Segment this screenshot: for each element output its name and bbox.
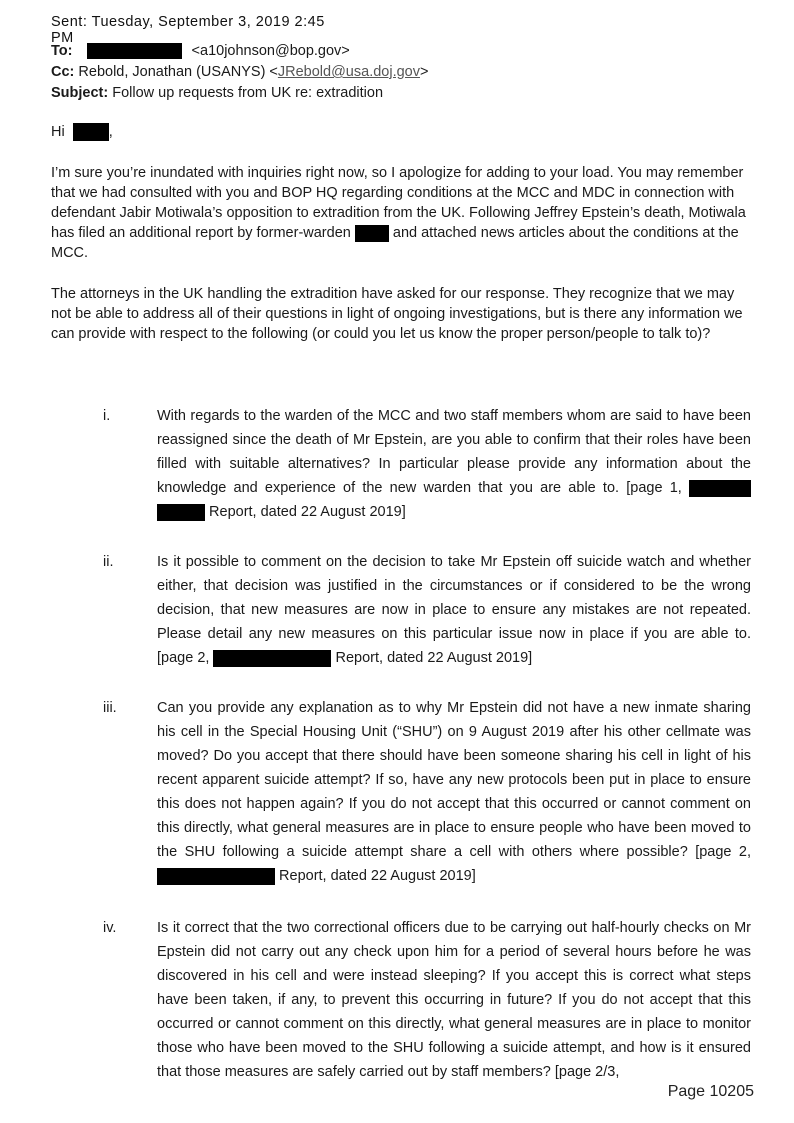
paragraph-1-text-a: I’m sure you’re inundated with inquiries right now, so I apologize for adding to your load. You may remember that we had consulted with you and BOP HQ regarding conditions at the MCC and MDC in connection with defendant Jabir Motiwala’s opposition to extradition from the UK. Following Jeffrey Epstein’s death, Motiwala has filed an additional report by former-warden [51,165,746,241]
item-ref: Report, dated 22 August 2019 [209,504,402,520]
list-item [157,916,751,1084]
cc-address-link[interactable]: JRebold@usa.doj.gov [277,64,420,80]
redaction-box [355,225,389,242]
subject-label: Subject: [51,85,109,101]
item-text: Can you provide any explanation as to why Mr Epstein did not have a new inmate sharing his cell in the Special Housing Unit (“SHU”) on 9 August 2019 after his other cellmate was moved? Do you accept that there should have been someone sharing his cell in light of his recent apparent suicide attempt? If so, have any new protocols been put in place to ensure this does not happen again? If you do not accept that this occurred or cannot comment on this directly, what general measures are in place to ensure people who have been moved to the SHU following a suicide attempt share a cell with others where possible? [page 2, [157,700,751,860]
to-address[interactable]: <a10johnson@bop.gov> [191,43,350,59]
redaction-box [87,43,182,59]
item-ref: Report, dated 22 August 2019 [335,650,529,666]
item-number: iv. [103,920,117,936]
list-item [157,696,751,888]
greeting [51,122,113,142]
to-line [51,41,350,61]
paragraph-1 [51,163,751,263]
list-item [157,404,751,524]
item-close: ] [401,504,406,520]
greeting-text: Hi [51,124,65,140]
redaction-box [73,123,109,141]
cc-label: Cc: [51,64,75,80]
redaction-box [213,650,331,667]
paragraph-2 [51,284,751,344]
item-number: i. [103,408,111,424]
greeting-comma: , [108,124,113,140]
to-label: To: [51,43,73,59]
subject-text: Follow up requests from UK re: extradition [112,85,384,101]
item-close: ] [528,650,533,666]
list-item [157,550,751,670]
item-ref: Report, dated 22 August 2019 [279,868,472,884]
item-text: Is it correct that the two correctional officers due to be carrying out half-hourly checks on Mr Epstein did not carry out any check upon him for a period of several hours before he was discovered in his cell and were instead sleeping? If you accept this is correct what steps have been taken, if any, to prevent this occurring in future? If you do not accept that this occurred or cannot comment on this directly, what general measures are in place to monitor those who have been moved to the SHU following a suicide attempt, and how is it ensured that those measures are safely carried out by staff members? [page 2/3, [157,920,751,1080]
sent-line-text: Sent: Tuesday, September 3, 2019 2:45 PM [51,14,325,46]
sent-line-cropped [51,14,341,46]
item-text: Is it possible to comment on the decision to take Mr Epstein off suicide watch and whether either, that decision was justified in the circumstances or if considered to be the wrong decision, that new measures are now in place to ensure any mistakes are not repeated. Please detail any new measures on this particular issue now in place if you are able to. [page 2, [157,554,751,666]
paragraph-1-text-b: and attached news articles about the conditions at the MCC. [51,225,739,261]
subject-line [51,83,383,103]
item-number: iii. [103,700,117,716]
cc-line [51,62,428,82]
cc-close: > [419,64,429,80]
page-number: Page 10205 [667,1083,754,1100]
redaction-box [689,480,751,497]
paragraph-2-text: The attorneys in the UK handling the extradition have asked for our response. They recognize that we may not be able to address all of their questions in light of ongoing investigations, but is there any information we can provide with respect to the following (or could you let us know the proper person/people to talk to)? [51,286,743,342]
redaction-box [157,868,275,885]
item-number: ii. [103,554,114,570]
redaction-box [157,504,205,521]
cc-name: Rebold, Jonathan (USANYS) < [78,64,278,80]
item-text: With regards to the warden of the MCC and two staff members whom are said to have been reassigned since the death of Mr Epstein, are you able to confirm that their roles have been filled with suitable alternatives? In particular please provide any information about the knowledge and experience of the new warden that you are able to. [page 1, [157,408,751,496]
item-close: ] [471,868,476,884]
